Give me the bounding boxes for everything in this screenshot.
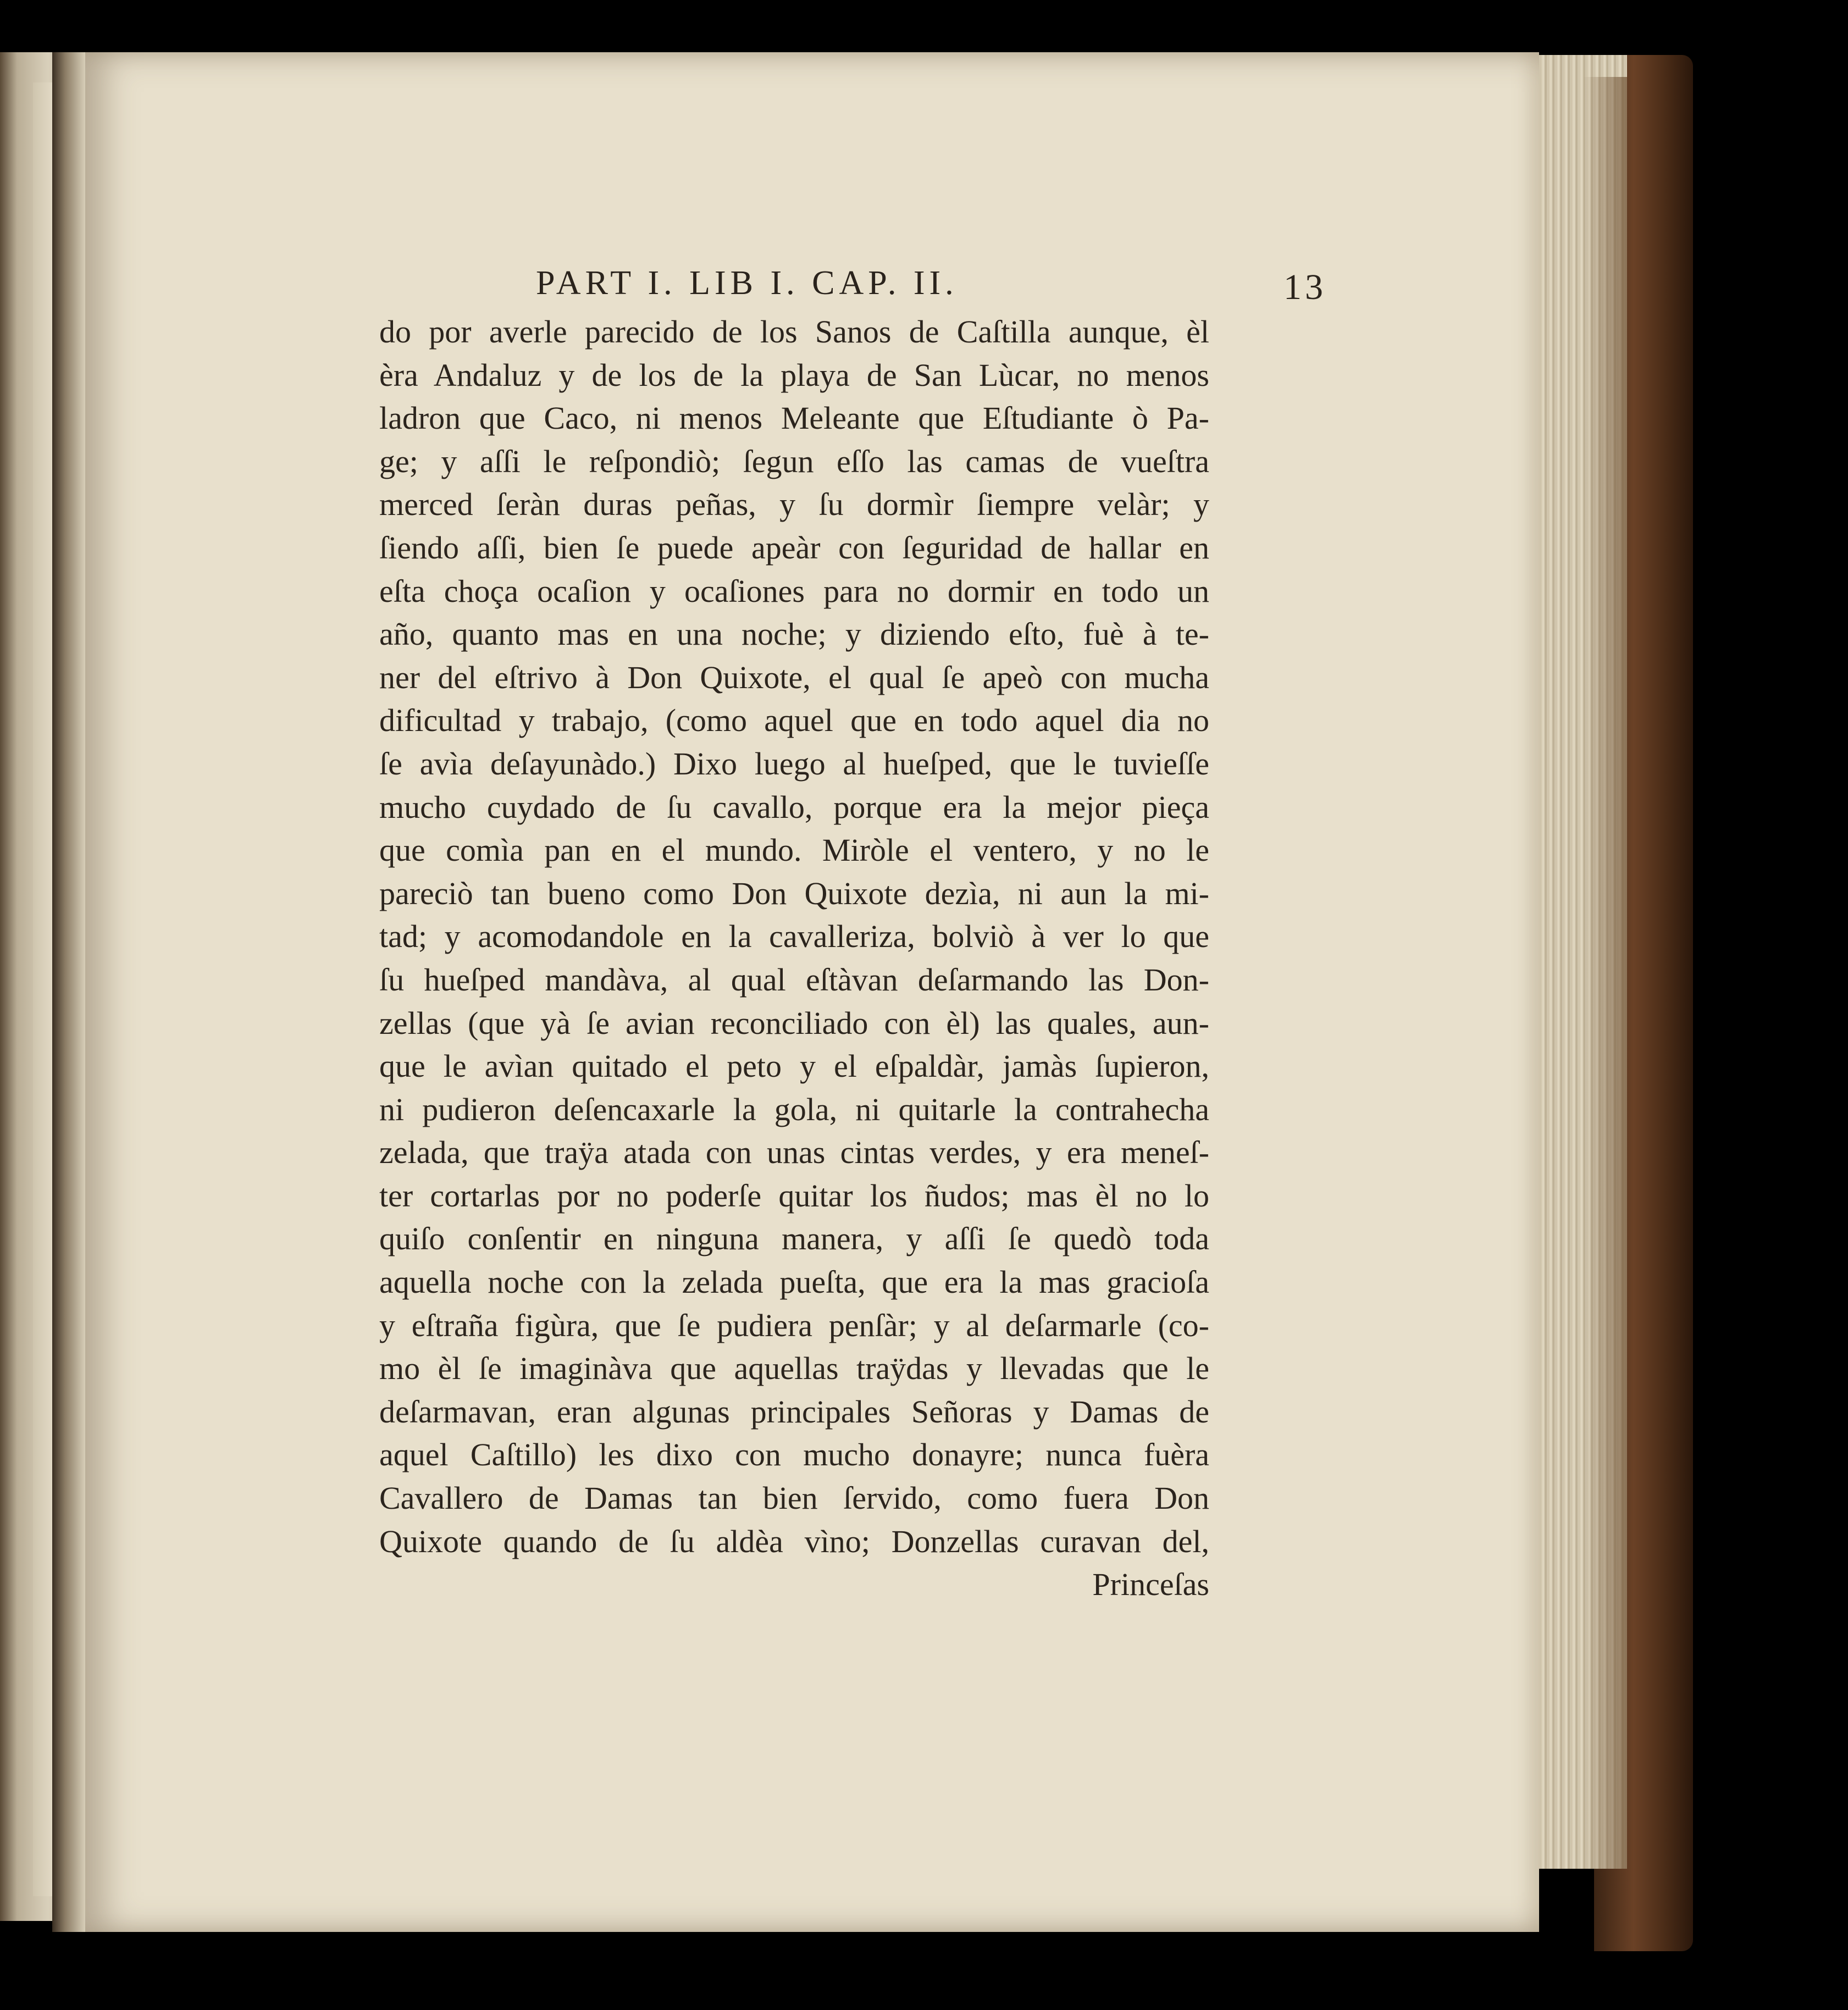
page-number: 13 (1283, 267, 1326, 307)
text-line: ſu hueſped mandàva, al qual eſtàvan deſarmando las Don- (379, 961, 1209, 998)
text-line: dificultad y trabajo, (como aquel que en todo aquel dia no (379, 702, 1209, 739)
text-line: èra Andaluz y de los de la playa de San Lùcar, no menos (379, 357, 1209, 393)
body-text (379, 311, 1209, 1607)
text-line: aquel Caſtillo) les dixo con mucho donayre; nunca fuèra (379, 1437, 1209, 1473)
text-line: do por averle parecido de los Sanos de Caſtilla aunque, èl (379, 314, 1209, 350)
text-line: ſiendo aſſi, bien ſe puede apeàr con ſeguridad de hallar en (379, 529, 1209, 566)
text-line: que comìa pan en el mundo. Miròle el ventero, y no le (379, 832, 1209, 868)
text-line: aquella noche con la zelada pueſta, que era la mas gracioſa (379, 1264, 1209, 1300)
text-line: año, quanto mas en una noche; y diziendo eſto, fuè à te- (379, 616, 1209, 652)
text-line: ladron que Caco, ni menos Meleante que Eſtudiante ò Pa- (379, 400, 1209, 436)
page-block-shade (1583, 77, 1627, 1869)
text-line: ge; y aſſi le reſpondiò; ſegun eſſo las camas de vueſtra (379, 443, 1209, 479)
text-line: ſe avìa deſayunàdo.) Dixo luego al hueſped, que le tuvieſſe (379, 745, 1209, 782)
text-line: mucho cuydado de ſu cavallo, porque era la mejor pieça (379, 789, 1209, 825)
text-line: y eſtraña figùra, que ſe pudiera penſàr; y al deſarmarle (co- (379, 1307, 1209, 1343)
running-head: PART I. LIB I. CAP. II. (536, 264, 958, 302)
left-page-edge (33, 82, 55, 1896)
text-line: zellas (que yà ſe avian reconciliado con èl) las quales, aun- (379, 1005, 1209, 1041)
book-page (82, 52, 1539, 1932)
text-line: ner del eſtrivo à Don Quixote, el qual ſe apeò con mucha (379, 659, 1209, 695)
text-line: mo èl ſe imaginàva que aquellas traÿdas y llevadas que le (379, 1350, 1209, 1387)
text-line: eſta choça ocaſion y ocaſiones para no dormir en todo un (379, 573, 1209, 609)
text-line: que le avìan quitado el peto y el eſpaldàr, jamàs ſupieron, (379, 1048, 1209, 1084)
text-line: zelada, que traÿa atada con unas cintas verdes, y era meneſ- (379, 1134, 1209, 1171)
catchword: Princeſas (1092, 1566, 1209, 1603)
book-gutter (52, 52, 85, 1932)
text-line: pareciò tan bueno como Don Quixote dezìa, ni aun la mi- (379, 875, 1209, 911)
text-line: Cavallero de Damas tan bien ſervido, como fuera Don (379, 1480, 1209, 1516)
text-line: Quixote quando de ſu aldèa vìno; Donzellas curavan del, (379, 1523, 1209, 1559)
text-line: ni pudieron deſencaxarle la gola, ni quitarle la contrahecha (379, 1091, 1209, 1127)
text-line: deſarmavan, eran algunas principales Señoras y Damas de (379, 1393, 1209, 1430)
text-line: merced ſeràn duras peñas, y ſu dormìr ſiempre velàr; y (379, 486, 1209, 523)
text-line: ter cortarlas por no poderſe quitar los ñudos; mas èl no lo (379, 1177, 1209, 1214)
text-line: quiſo conſentir en ninguna manera, y aſſi ſe quedò toda (379, 1221, 1209, 1257)
text-line: tad; y acomodandole en la cavalleriza, bolviò à ver lo que (379, 918, 1209, 955)
